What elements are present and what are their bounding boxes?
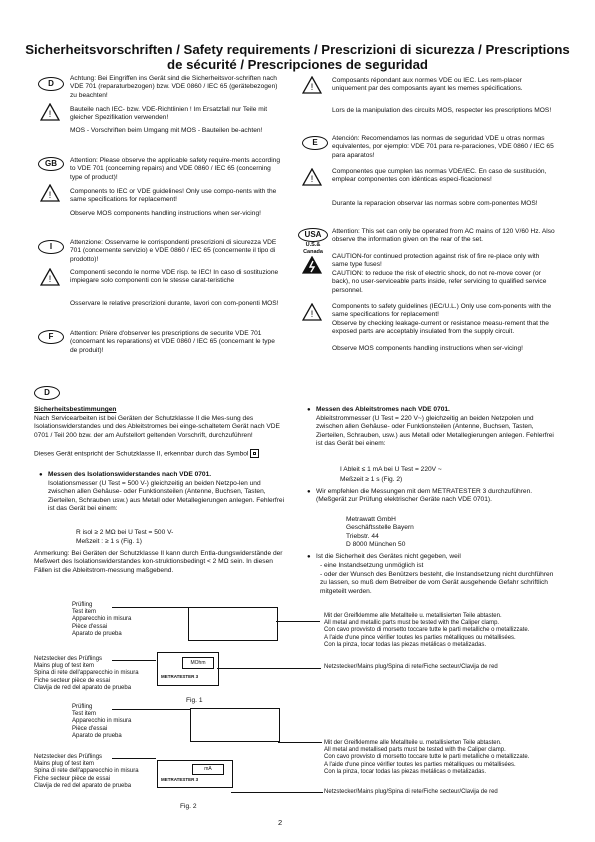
fig1-leader-line: [112, 607, 194, 608]
safety-text-gb1: Attention: Please observe the applicable safety require-ments according to VDE 701 (concerning repairs) and VDE 0860 / IEC 65 (concerning type of product)!: [70, 157, 281, 181]
safety-text-usa2: CAUTION-for continued protection against risk of fire re-place only with same type fuses!: [332, 253, 540, 269]
safety-text-f2: Composants répondant aux normes VDE ou IEC. Les rem-placer uniquement par des composants ayant les memes spécifications.: [332, 77, 523, 93]
fig2-plug-label: Netzstecker des Prüflings Mains plug of test item Spina di rete dell'apparecchio in misura Fiche secteur pièce de essai Clavija de red del aparato de prueba: [34, 754, 139, 789]
fig1-mains-text: Netzstecker/Mains plug/Spina di rete/Fiche secteur/Clavija de red: [324, 664, 498, 670]
leakage-formula-2: Meßzeit ≥ 1 s (Fig. 2): [340, 476, 403, 483]
safety-list-1: - eine Instandsetzung unmöglich ist: [320, 562, 424, 569]
warning-triangle-icon: [302, 168, 322, 186]
fig1-plug-label: Netzstecker des Prüflings Mains plug of test item Spina di rete dell'apparecchio in misura Fiche secteur pièce de essai Clavija de red del aparato de prueba: [34, 656, 139, 691]
svg-text:!: !: [310, 82, 314, 92]
lang-badge-e: E: [302, 136, 328, 150]
safety-text-d3: MOS - Vorschriften beim Umgang mit MOS - Bauteilen be-achten!: [70, 127, 263, 134]
bullet-metratester-text: ● Wir empfehlen die Messungen mit dem METRATESTER 3 durchzuführen. (Meßgerät zur Prüfung elektrischer Geräte nach VDE 0701).: [316, 488, 556, 505]
address-block: Metrawatt GmbH Geschäftsstelle Bayern Triebstr. 44 D 8000 München 50: [346, 516, 414, 548]
lang-badge-gb: GB: [38, 157, 64, 171]
page-title: Sicherheitsvorschriften / Safety requirements / Prescrizioni di sicurezza / Prescriptions de sécurité / Prescripciones de seguridad: [25, 42, 570, 72]
fig1-device-readout: MOhm: [182, 657, 214, 669]
isolation-formula-2: Meßzeit : ≥ 1 s (Fig. 1): [76, 538, 142, 545]
safety-text-gb2: Components to IEC or VDE guidelines! Only use compo-nents with the same specifications for replacement!: [70, 188, 277, 204]
fig2-metratester-device: [157, 760, 233, 788]
warning-triangle-icon: [40, 268, 60, 286]
safety-text-usa1: Attention: This set can only be operated from AC mains of 120 V/60 Hz. Also observe the information given on the rear of the set.: [332, 228, 555, 244]
lightning-warning-icon: [302, 256, 322, 274]
fig1-plug-leader: [112, 660, 156, 661]
section-intro-symbol: Dieses Gerät entspricht der Schutzklasse II, erkennbar durch das Symbol: [34, 449, 289, 459]
safety-text-usa5: Observe by checking leakage-current or resistance measu-rement that the exposed parts are acceptably insulated from the supply circuit.: [332, 320, 549, 336]
fig1-mains-wire: [217, 668, 321, 669]
fig2-mains-text: Netzstecker/Mains plug/Spina di rete/Fiche secteur/Clavija de red: [324, 789, 498, 795]
safety-list-2: - oder der Wunsch des Benützers besteht, die Instandsetzung nicht durchführen zu lassen, so muß dem Betreiber de vom Gerät ausgehende Gefahr schriftlich mitgeteilt werden.: [320, 571, 554, 595]
safety-text-f1: Attention: Prière d'observer les prescriptions de securite VDE 701 (concernant les reparations) et VDE 0860 / IEC 65 (concernant le type de produit)!: [70, 330, 275, 354]
lang-badge-d-section: D: [34, 386, 60, 400]
fig1-metratester-device: [157, 652, 219, 686]
fig2-device-label: METRATESTER 3: [161, 777, 199, 782]
fig1-clamp-wire: [276, 621, 320, 622]
safety-text-d1: Achtung: Bei Eingriffen ins Gerät sind die Sicherheitsvor-schriften nach VDE 701 (reparaturbezogen) bzw. VDE 0860 / IEC 65 (gerätebezogen) zu beachten!: [70, 75, 278, 99]
fig1-caption: Fig. 1: [186, 697, 203, 704]
svg-text:!: !: [48, 190, 52, 200]
warning-triangle-icon: [302, 303, 322, 321]
bullet-leakage-title: ● Messen des Ableitstromes nach VDE 0701.: [316, 406, 556, 414]
warning-triangle-icon: [40, 184, 60, 202]
fig1-clamp-text: Mit der Greifklemme alle Metallteile u. metallisierten Teile abtasten. All metal and metallic parts must be tested with the Caliper clamp. Con cavo provvisto di morsetto toccare tutte le parti metalliche o metallizzate. A l'aide d'une pince vérifier toutes les parties métalliques ou métallisées. Con la pinza, tocar todas las piezas metálicas o metalizadas.: [324, 613, 530, 648]
safety-text-i1: Attenzione: Osservarne le corrispondenti prescrizioni di sicurezza VDE 701 (concernente servizio) e VDE 0860 / IEC 65 (concernente il tipo di prodotto)!: [70, 239, 277, 263]
fig1-test-item-label: Prüfling Test item Apparecchio in misura Pièce d'essai Aparato de prueba: [72, 602, 132, 637]
lang-badge-d: D: [38, 77, 64, 91]
fig2-test-item-box: [190, 708, 280, 742]
safety-text-f3: Lors de la manipulation des circuits MOS, respecter les prescriptions MOS!: [332, 107, 552, 114]
fig2-caption: Fig. 2: [180, 803, 197, 810]
fig1-test-item-box: [188, 607, 278, 641]
safety-text-e2: Componentes que cumplen las normas VDE/IEC. En caso de sustitución, emplear componentes con idénticas especi-ficaciones!: [332, 168, 547, 184]
class-ii-symbol-icon: [250, 449, 259, 458]
safety-text-i3: Osservare le relative prescrizioni durante, lavori con com-ponenti MOS!: [70, 300, 279, 307]
lang-badge-i: I: [38, 240, 64, 254]
warning-triangle-icon: [302, 76, 322, 94]
section-heading: Sicherheitsbestimmungen: [34, 406, 117, 413]
safety-text-e3: Durante la reparacion observar las normas sobre com-ponentes MOS!: [332, 200, 538, 207]
svg-text:!: !: [310, 309, 314, 319]
safety-text-i2: Componenti secondo le norme VDE risp. te IEC! In caso di sostituzione impiegare solo componenti con le stesse carat-teristiche: [70, 269, 279, 285]
lang-badge-f: F: [38, 330, 64, 344]
bullet-safety-text: ● Ist die Sicherheit des Gerätes nicht gegeben, weil: [316, 553, 556, 561]
anmerkung-text: Anmerkung: Bei Geräten der Schutzklasse II kann durch Entla-dungswiderstände der Meßwert des Isolationswiderstandes kon-struktionsbedingt < 2 MΩ sein. In diesen Fällen ist die Ableitstrom-messung maßgebend.: [34, 550, 283, 574]
bullet-leakage-text: Ableitstrommesser (U Test = 220 V~) gleichzeitig an beiden Netzpolen und zwischen allen Gehäuse- oder Funktionsteilen (Antenne, Buchsen, Tasten, Zierteilen, Schrauben, usw.) aus Metall oder Metallegierungen anlegen. Fehlerfrei ist das Gerät bei einem:: [316, 415, 554, 447]
bullet-isolation-text: Isolationsmesser (U Test = 500 V-) gleichzeitig an beiden Netzpo-len und zwischen allen Gehäuse- oder Funktionsteilen (Antenne, Buchsen, Tasten, Zierteilen, Schrauben usw.) aus Metall oder Metallegierungen anlegen. Fehlerfrei ist das Gerät bei einem:: [48, 480, 285, 512]
safety-text-usa4: Components to safety guidelines (IEC/U.L.) Only use com-ponents with the same specifications for replacement!: [332, 303, 552, 319]
fig2-clamp-text: Mit der Greifklemme alle Metallteile u. metallisierten Teile abtasten. All metal and metallised parts must be tested with the Caliper clamp. Con cavo provvisto di morsetto toccare tutte le parti metalliche o metallizzate. A l'aide d'une pince vérifier toutes les parties métalliques ou métallisées. Con la pinza, tocar todas las piezas metálicas o metalizadas.: [324, 740, 530, 775]
safety-text-usa3: CAUTION: to reduce the risk of electric shock, do not re-move cover (or back), no user-serviceable parts inside, refer servicing to qualified service personnel.: [332, 270, 547, 294]
svg-text:!: !: [48, 109, 52, 119]
safety-text-usa6: Observe MOS components handling instructions when ser-vicing!: [332, 345, 523, 352]
fig2-mains-wire: [231, 792, 323, 793]
svg-text:!: !: [48, 274, 52, 284]
fig2-test-item-label: Prüfling Test item Apparecchio in misura Pièce d'essai Aparato de prueba: [72, 704, 132, 739]
fig2-leader-line: [112, 709, 194, 710]
bullet-isolation-title: ● Messen des Isolationswiderstandes nach VDE 0701.: [48, 471, 288, 479]
isolation-formula-1: R isol ≥ 2 MΩ bei U Test = 500 V-: [76, 529, 174, 536]
safety-text-gb3: Observe MOS components handling instructions when ser-vicing!: [70, 210, 261, 217]
leakage-formula-1: I Ableit ≤ 1 mA bei U Test = 220V ~: [340, 466, 442, 473]
lang-badge-usa: USA: [298, 228, 328, 242]
warning-triangle-icon: [40, 103, 60, 121]
usa-canada-label: U.S.& Canada: [303, 242, 323, 255]
safety-text-d2: Bauteile nach IEC- bzw. VDE-Richtlinien ! Im Ersatzfall nur Teile mit gleicher Spezifikation verwenden!: [70, 106, 268, 122]
safety-text-e1: Atención: Recomendamos las normas de seguridad VDE u otras normas equivalentes, por ejemplo: VDE 701 para re-paraciones, VDE 0860 / IEC 65 para aparatos!: [332, 135, 554, 159]
fig2-device-readout: mA: [192, 764, 224, 775]
section-intro: Nach Servicearbeiten ist bei Geräten der Schutzklasse II die Mes-sung des Isolationswiderstandes und des Ableitstromes bei einge-schaltetem Gerät nach VDE 0701 / Teil 200 bzw. der am Aufstellort geltenden Vorschrift, durchzuführen!: [34, 415, 280, 439]
fig2-clamp-wire: [278, 742, 322, 743]
fig1-device-label: METRATESTER 3: [161, 674, 199, 679]
svg-text:!: !: [310, 174, 314, 184]
page-number: 2: [278, 818, 283, 827]
fig2-plug-leader: [112, 758, 156, 759]
